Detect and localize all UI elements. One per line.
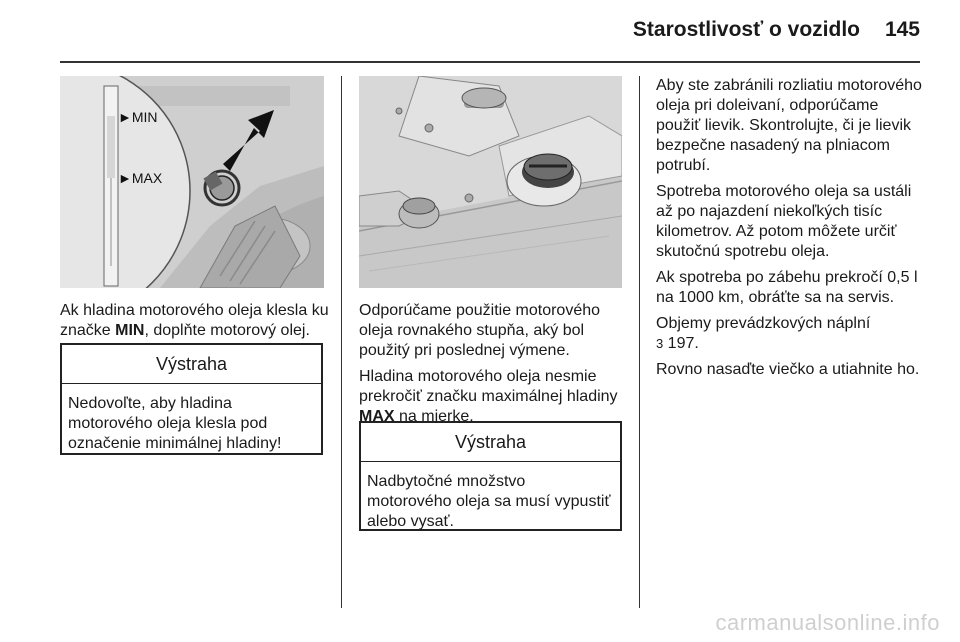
- min-label-bold: MIN: [115, 322, 145, 339]
- engine-bay-figure: [359, 76, 622, 288]
- page-reference[interactable]: 197.: [663, 335, 699, 352]
- column-3-text: [656, 76, 926, 386]
- dipstick-figure: [60, 76, 324, 288]
- max-label-bold: MAX: [359, 408, 395, 425]
- paragraph: Spotreba motorového oleja sa ustáli až po najazdení niekoľkých tisíc kilometrov. Až potom môžete určiť skutočnú spotrebu oleja.: [656, 183, 912, 260]
- column-divider: [639, 76, 640, 608]
- column-divider: [341, 76, 342, 608]
- page-number: 145: [884, 18, 920, 41]
- watermark: carmanualsonline.info: [715, 610, 940, 635]
- paragraph-text: , doplňte motorový olej.: [144, 322, 310, 339]
- paragraph: Aby ste zabránili rozliatiu motorového oleja pri doleivaní, odporúčame použiť lievik. Skontrolujte, či je lievik bezpečne nasadený na plniacom potrubí.: [656, 77, 922, 174]
- column-2-text: [359, 301, 625, 433]
- max-mark-label: ►MAX: [118, 170, 163, 186]
- paragraph-text: Hladina motorového oleja nesmie prekročiť značku maximálnej hladiny: [359, 368, 618, 405]
- paragraph-text: Ak hladina motorového oleja klesla ku značke: [60, 302, 329, 339]
- warning-box: [359, 421, 622, 531]
- dipstick-illustration: [60, 76, 324, 288]
- header-divider: [60, 61, 920, 63]
- paragraph: Ak spotreba po zábehu prekročí 0,5 l na 1000 km, obráťte sa na servis.: [656, 269, 918, 306]
- paragraph-text: na mierke.: [394, 408, 474, 425]
- warning-body: Nedovoľte, aby hladina motorového oleja klesla pod označenie minimálnej hladiny!: [68, 395, 282, 452]
- paragraph: [656, 314, 926, 354]
- paragraph-text: Objemy prevádzkových náplní: [656, 315, 871, 332]
- paragraph: [359, 367, 625, 427]
- page-reference-arrow-icon: 3: [656, 336, 664, 351]
- warning-box: [60, 343, 323, 455]
- paragraph: Odporúčame použitie motorového oleja rovnakého stupňa, aký bol použitý pri poslednej výmene.: [359, 302, 601, 359]
- paragraph: [60, 301, 330, 341]
- paragraph: Rovno nasaďte viečko a utiahnite ho.: [656, 361, 920, 378]
- oil-cap-illustration: [359, 76, 622, 288]
- warning-title: Výstraha: [62, 345, 321, 384]
- warning-body: Nadbytočné množstvo motorového oleja sa musí vypustiť alebo vysať.: [367, 473, 611, 530]
- column-1-text: [60, 301, 330, 347]
- page-title: Starostlivosť o vozidlo: [632, 18, 860, 41]
- min-mark-label: ►MIN: [118, 109, 158, 125]
- warning-title: Výstraha: [361, 423, 620, 462]
